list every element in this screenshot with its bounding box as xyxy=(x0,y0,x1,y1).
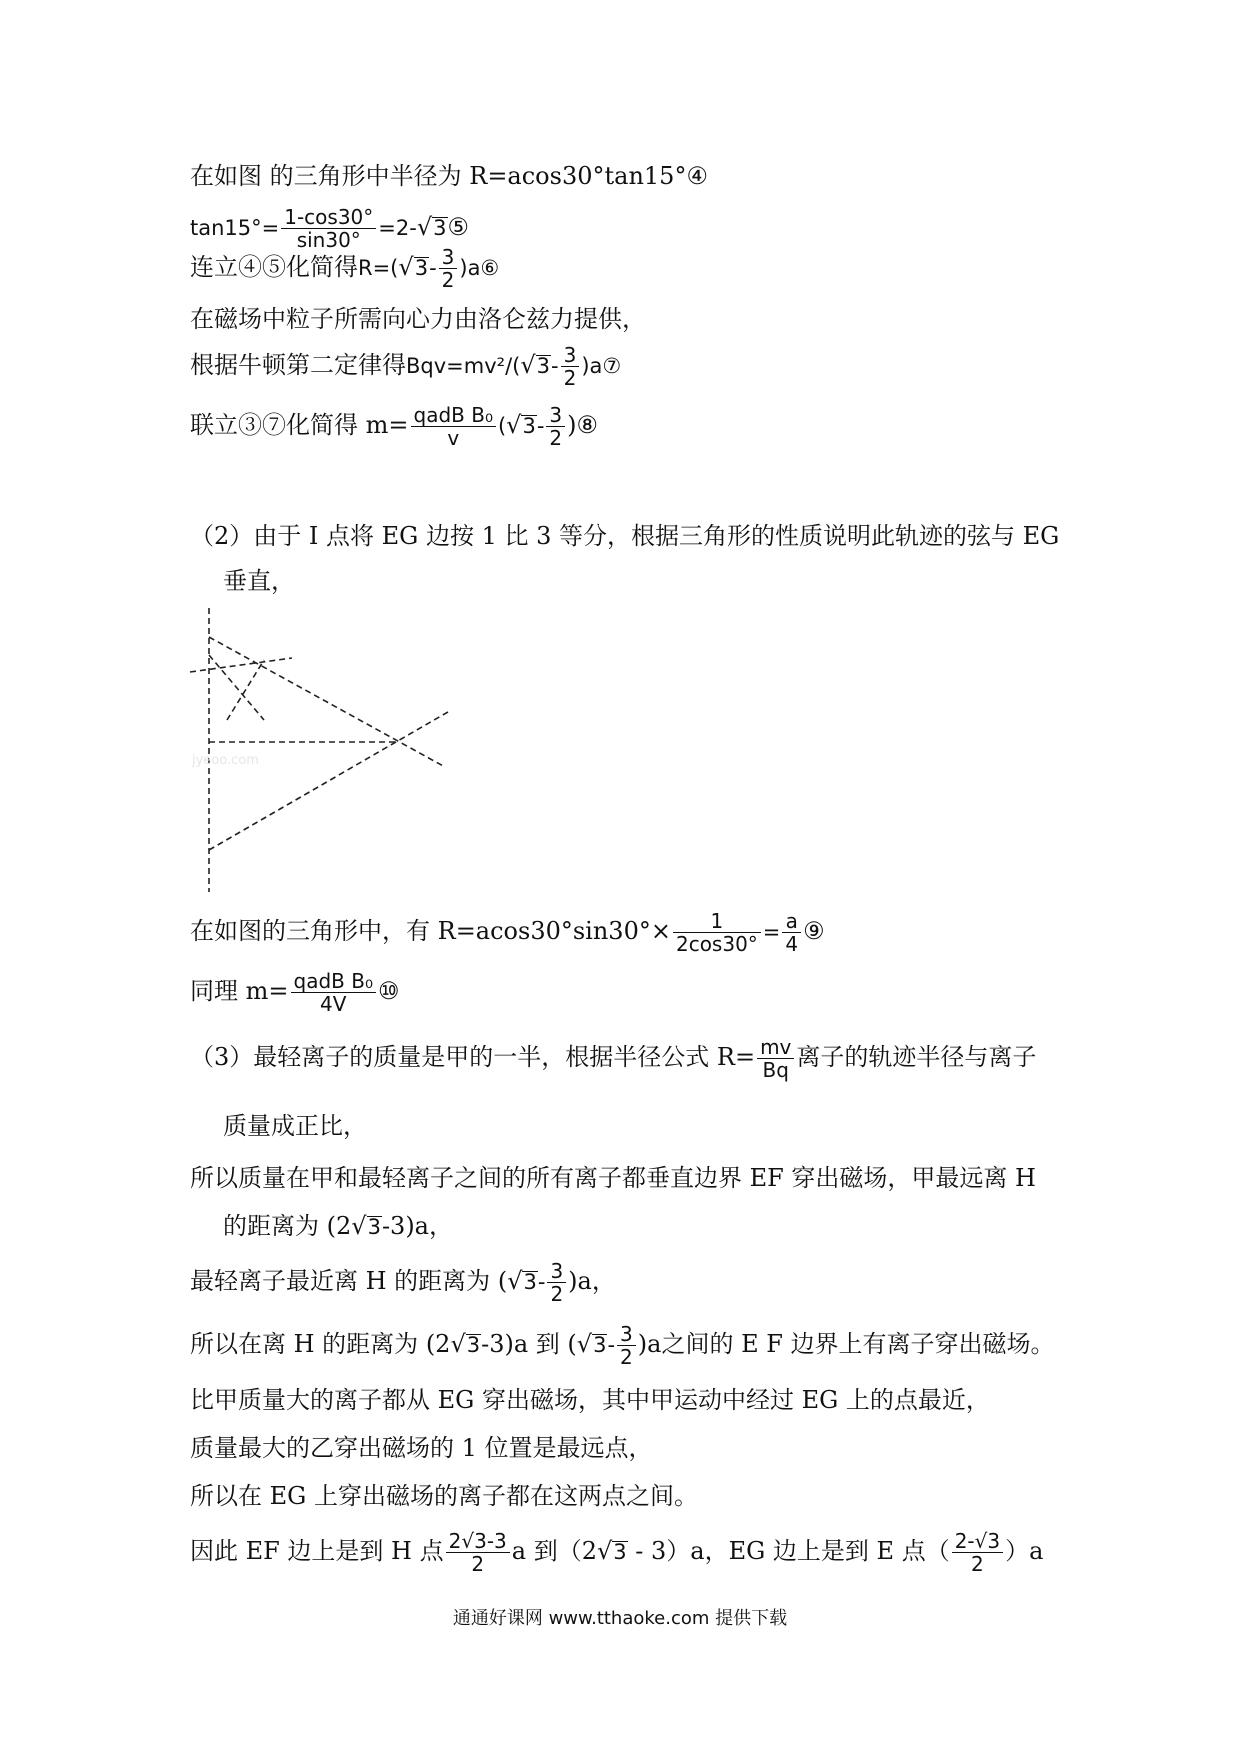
fraction-numerator: 3 xyxy=(439,246,458,269)
diagram-dashed-line xyxy=(227,660,264,720)
solution-line-1: 在如图 的三角形中半径为 R=acos30°tan15°④ xyxy=(190,162,708,190)
fraction-denominator: 2 xyxy=(971,1552,984,1576)
equation-rhs: =2- xyxy=(378,216,417,240)
sqrt-icon: √ xyxy=(450,1330,466,1358)
fraction-denominator: 2 xyxy=(620,1345,633,1369)
fraction xyxy=(757,1036,794,1081)
solution-line-15 xyxy=(190,1260,616,1305)
equation-lhs: tan15°= xyxy=(190,216,280,240)
fraction xyxy=(547,1260,566,1305)
equation-part: )a⑦ xyxy=(581,354,622,378)
radicand: 3 xyxy=(522,414,536,438)
sqrt-icon: √ xyxy=(507,1267,523,1295)
solution-line-3 xyxy=(190,246,499,291)
minus-sign: - xyxy=(429,256,437,280)
circled-number: ⑩ xyxy=(377,977,400,1005)
line-text: （3）最轻离子的质量是甲的一半，根据半径公式 R= xyxy=(190,1043,756,1071)
solution-line-20 xyxy=(190,1530,1043,1575)
solution-line-17: 比甲质量大的离子都从 EG 穿出磁场，其中甲运动中经过 EG 上的点最近， xyxy=(190,1386,990,1414)
diagram-dashed-line xyxy=(209,655,264,720)
radicand: 3 xyxy=(466,1333,481,1357)
fraction-numerator: 3 xyxy=(546,404,565,427)
sqrt-icon: √ xyxy=(520,351,536,379)
minus-sign: - xyxy=(537,1270,546,1294)
solution-line-11 xyxy=(190,1036,1036,1081)
radicand: 3 xyxy=(536,354,551,378)
radicand: 3 xyxy=(523,1270,537,1294)
line-text: 根据牛顿第二定律得 xyxy=(190,351,406,379)
fraction-numerator: 3 xyxy=(617,1323,636,1346)
solution-line-8: 垂直， xyxy=(223,567,295,595)
line-text: - 3）a，EG 边上是到 E 点（ xyxy=(627,1537,950,1565)
diagram-watermark: jyeoo.com xyxy=(192,753,259,768)
minus-sign: - xyxy=(551,354,559,378)
line-text: 同理 m= xyxy=(190,977,289,1005)
fraction xyxy=(782,910,801,955)
fraction-denominator: 2 xyxy=(471,1552,485,1576)
fraction-denominator: 4 xyxy=(785,932,799,956)
fraction xyxy=(673,910,761,955)
fraction-numerator: 1-cos30° xyxy=(281,206,376,229)
solution-line-7: （2）由于 I 点将 EG 边按 1 比 3 等分，根据三角形的性质说明此轨迹的弦与 EG xyxy=(190,522,1060,550)
solution-line-4: 在磁场中粒子所需向心力由洛仑兹力提供， xyxy=(190,305,646,333)
fraction xyxy=(281,206,376,251)
line-text: 联立③⑦化简得 m= xyxy=(190,411,409,439)
fraction-denominator: 4V xyxy=(320,992,347,1016)
solution-line-14 xyxy=(223,1210,453,1242)
fraction-denominator: Bq xyxy=(762,1058,789,1082)
sqrt-icon: √ xyxy=(351,1212,367,1240)
equation-part: R=( xyxy=(358,256,399,280)
line-text: )a之间的 E F 边界上有离子穿出磁场。 xyxy=(637,1330,1055,1358)
solution-line-2 xyxy=(190,206,469,251)
line-text: -3)a 到 ( xyxy=(481,1330,577,1358)
line-text: 连立④⑤化简得 xyxy=(190,253,358,281)
circled-number: ⑤ xyxy=(447,213,470,241)
fraction xyxy=(411,404,496,449)
solution-line-18: 质量最大的乙穿出磁场的 1 位置是最远点， xyxy=(190,1434,653,1462)
fraction-numerator: qadB B₀ xyxy=(291,970,376,993)
geometry-diagram xyxy=(180,600,460,900)
diagram-dashed-line xyxy=(209,712,448,850)
fraction xyxy=(617,1323,636,1368)
fraction-numerator: mv xyxy=(757,1036,794,1059)
sqrt-icon: √ xyxy=(506,411,522,439)
solution-line-10 xyxy=(190,970,399,1015)
fraction xyxy=(291,970,376,1015)
radicand: 3 xyxy=(433,216,447,240)
fraction xyxy=(446,1530,510,1575)
radicand: 3 xyxy=(414,256,429,280)
diagram-dashed-line xyxy=(190,658,292,672)
equals-sign: = xyxy=(762,920,781,944)
fraction-numerator: 2-√3 xyxy=(952,1530,1003,1553)
radicand: 3 xyxy=(613,1540,627,1564)
equation-part: )a⑥ xyxy=(459,256,500,280)
fraction xyxy=(952,1530,1003,1575)
fraction-numerator: 1 xyxy=(673,910,761,933)
solution-line-6 xyxy=(190,404,598,449)
line-text: )a， xyxy=(568,1267,616,1295)
fraction-numerator: qadB B₀ xyxy=(411,404,496,427)
minus-sign: - xyxy=(536,414,545,438)
line-text: 在如图的三角形中，有 R=acos30°sin30°× xyxy=(190,917,671,945)
line-text: 因此 EF 边上是到 H 点 xyxy=(190,1537,444,1565)
fraction-denominator: sin30° xyxy=(296,228,361,252)
fraction-denominator: 2cos30° xyxy=(675,932,758,956)
fraction xyxy=(439,246,458,291)
fraction xyxy=(546,404,565,449)
equation-part: ( xyxy=(497,414,507,438)
fraction-numerator: 2√3-3 xyxy=(446,1530,510,1553)
fraction-denominator: 2 xyxy=(563,366,577,390)
sqrt-icon: √ xyxy=(576,1330,593,1358)
solution-line-12: 质量成正比， xyxy=(223,1112,367,1140)
line-text: 最轻离子最近离 H 的距离为 ( xyxy=(190,1267,508,1295)
line-text: 的距离为 (2 xyxy=(223,1212,352,1240)
page-footer: 通通好课网 www.tthaoke.com 提供下载 xyxy=(452,1608,788,1629)
solution-line-5 xyxy=(190,344,621,389)
radicand: 3 xyxy=(593,1333,607,1357)
line-text: a 到（2 xyxy=(511,1537,597,1565)
radicand: 3 xyxy=(367,1215,381,1239)
sqrt-icon: √ xyxy=(398,253,414,281)
fraction-denominator: 2 xyxy=(441,268,455,292)
fraction-denominator: 2 xyxy=(550,1282,564,1306)
diagram-dashed-line xyxy=(209,637,445,767)
fraction-denominator: v xyxy=(447,426,460,450)
equation-part: )⑧ xyxy=(567,411,599,439)
fraction-numerator: 3 xyxy=(561,344,580,367)
fraction-denominator: 2 xyxy=(549,426,563,450)
circled-number: ⑨ xyxy=(803,917,825,945)
sqrt-icon: √ xyxy=(596,1537,613,1565)
line-text: 所以在离 H 的距离为 (2 xyxy=(190,1330,451,1358)
line-text: 离子的轨迹半径与离子 xyxy=(796,1043,1037,1071)
solution-line-19: 所以在 EG 上穿出磁场的离子都在这两点之间。 xyxy=(190,1482,698,1510)
minus-sign: - xyxy=(607,1333,616,1357)
fraction-numerator: a xyxy=(782,910,801,933)
equation-part: Bqv=mv²/( xyxy=(406,354,521,378)
fraction-numerator: 3 xyxy=(547,1260,566,1283)
line-text: -3)a， xyxy=(381,1212,453,1240)
solution-line-16 xyxy=(190,1323,1055,1368)
sqrt-icon: √ xyxy=(416,213,433,241)
line-text: ）a xyxy=(1005,1537,1044,1565)
fraction xyxy=(561,344,580,389)
solution-line-13: 所以质量在甲和最轻离子之间的所有离子都垂直边界 EF 穿出磁场，甲最远离 H xyxy=(190,1164,1036,1192)
solution-line-9 xyxy=(190,910,825,955)
